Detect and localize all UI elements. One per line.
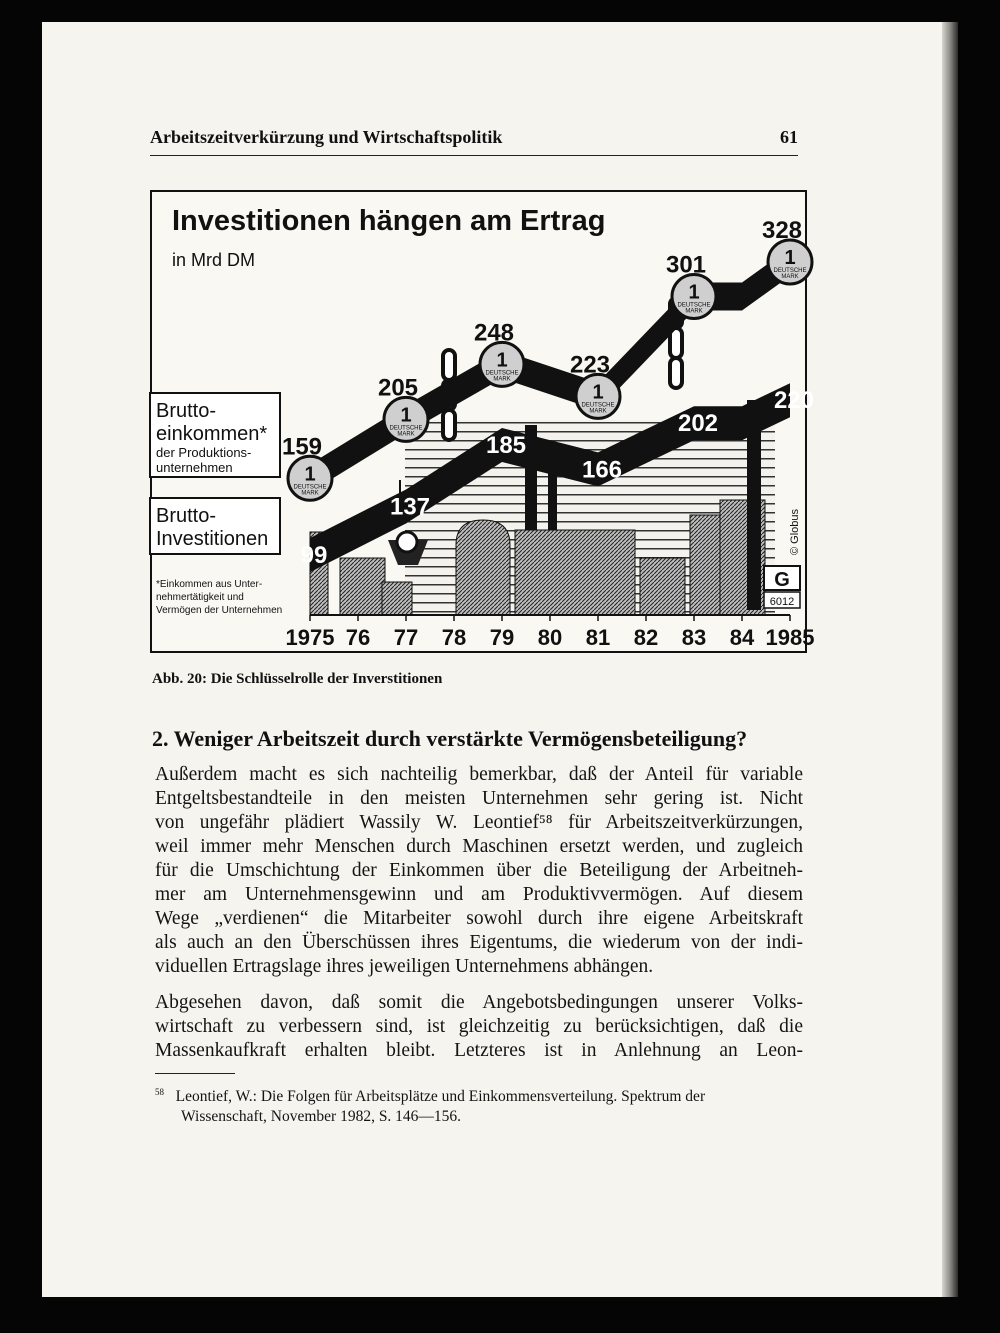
footnote-number: 58 [155,1087,164,1097]
value-label: 223 [569,351,611,379]
x-tick-label: 77 [393,625,419,650]
source-credit: © Globus [789,508,801,555]
coin-icon [288,456,332,500]
coin-digit: 1 [400,404,412,427]
text-line: weil immer mehr Menschen durch Maschinen ersetzt werden, und zugleich [155,836,803,857]
coin-digit: 1 [496,349,508,372]
coin-text: MARK [781,273,799,280]
legend1-line2: einkommen* [156,423,268,445]
coin-icon [768,240,812,284]
value-label: 159 [281,433,323,461]
coin-text: DEUTSCHE [581,402,615,409]
x-tick-label: 78 [441,625,467,650]
coin-text: MARK [589,408,607,415]
coin-text: MARK [301,490,319,497]
x-tick-label: 81 [585,625,611,650]
coin-text: DEUTSCHE [293,484,327,491]
chart-svg [150,190,815,653]
x-tick-label: 1985 [765,625,815,650]
x-tick-label: 79 [489,625,515,650]
chart-subtitle: in Mrd DM [172,250,256,270]
text-line: Abgesehen davon, daß somit die Angebotsbedingungen unserer Volks- [155,992,803,1013]
coin-digit: 1 [688,281,700,304]
figure-caption: Abb. 20: Die Schlüsselrolle der Inverstitionen [152,671,443,687]
value-label: 185 [485,432,527,459]
text-line: viduellen Ertragslage ihres jeweiligen Unternehmens abhängen. [155,956,654,977]
value-label: 205 [377,374,419,402]
text-line: wirtschaft zu verbessern sind, ist gleichzeitig zu berücksichtigen, daß die [155,1016,803,1037]
coin-text: DEUTSCHE [485,370,519,377]
legend1-line1: Brutto- [156,400,217,422]
legend1-line3: der Produktions- [156,445,252,460]
coin-text: DEUTSCHE [773,267,807,274]
coin-text: MARK [493,376,511,383]
footnote-line-1: Leontief, W.: Die Folgen für Arbeitsplätze und Einkommensverteilung. Spektrum der [175,1088,706,1106]
chart-footnote-3: Vermögen der Unternehmen [156,605,283,616]
value-label: 137 [389,493,431,521]
graphic-number: 6012 [769,596,795,608]
value-label: 328 [761,216,803,244]
x-tick-label: 80 [537,625,563,650]
footnote-rule [155,1073,235,1074]
running-head-title: Arbeitszeitverkürzung und Wirtschaftspolitik [150,127,503,147]
value-label: 166 [581,456,623,484]
text-line: Außerdem macht es sich nachteilig bemerkbar, daß der Anteil für variable [155,764,803,785]
value-label: 99 [300,542,328,570]
book-spine [942,22,958,1297]
text-line: Wege „verdienen“ die Mitarbeiter sowohl durch ihre eigene Arbeitskraft [155,908,803,929]
text-line: Entgeltsbestandteile in den meisten Unternehmen sehr gering ist. Nicht [155,788,803,809]
text-line: für die Umschichtung der Einkommen über die Beteiligung der Arbeitneh- [155,860,803,881]
coin-digit: 1 [784,246,796,269]
page-number: 61 [780,127,798,147]
globus-logo-letter: G [774,569,790,591]
legend2-line2: Investitionen [156,528,269,550]
coin-text: DEUTSCHE [389,425,423,432]
value-label: 202 [677,410,719,438]
chart [150,190,815,653]
chart-footnote-1: *Einkommen aus Unter- [156,579,263,590]
section-heading: 2. Weniger Arbeitszeit durch verstärkte Vermögensbeteiligung? [152,726,748,751]
legend1-line4: unternehmen [156,460,233,475]
text-line: Massenkaufkraft erhalten bleibt. Letzteres ist in Anlehnung an Leon- [155,1040,803,1061]
footnote [155,1082,803,1127]
chart-footnote-2: nehmertätigkeit und [156,592,244,603]
paragraph-2 [155,991,803,1063]
value-label: 220 [773,387,815,415]
legend-bruttoeinkommen [150,393,280,477]
coin-icon [576,374,620,418]
legend-bruttoinvestitionen [150,498,280,554]
value-label: 301 [665,251,707,279]
footnote-line-2: Wissenschaft, November 1982, S. 146—156. [181,1108,462,1126]
x-tick-label: 84 [729,625,755,650]
coin-digit: 1 [592,381,604,404]
x-tick-label: 76 [345,625,371,650]
coin-digit: 1 [304,463,316,486]
text-line: mer am Unternehmensgewinn und am Produktivvermögen. Auf diesem [155,884,803,905]
value-label: 248 [473,319,515,347]
coin-text: DEUTSCHE [677,302,711,309]
coin-icon [672,275,716,319]
text-line: als auch an den Überschüssen ihres Eigentums, die wiederum von der indi- [155,932,803,953]
paragraph-1 [155,763,803,979]
header-rule [150,155,798,156]
legend2-line1: Brutto- [156,505,217,527]
coin-text: MARK [685,308,703,315]
running-head [150,127,798,148]
x-tick-label: 82 [633,625,659,650]
x-tick-label: 83 [681,625,707,650]
text-line: von ungefähr plädiert Wassily W. Leontief⁵⁸ für Arbeitszeitverkürzungen, [155,812,803,833]
chart-title: Investitionen hängen am Ertrag [172,205,606,237]
coin-text: MARK [397,431,415,438]
coin-icon [480,342,524,386]
x-tick-label: 1975 [285,625,335,650]
coin-icon [384,397,428,441]
